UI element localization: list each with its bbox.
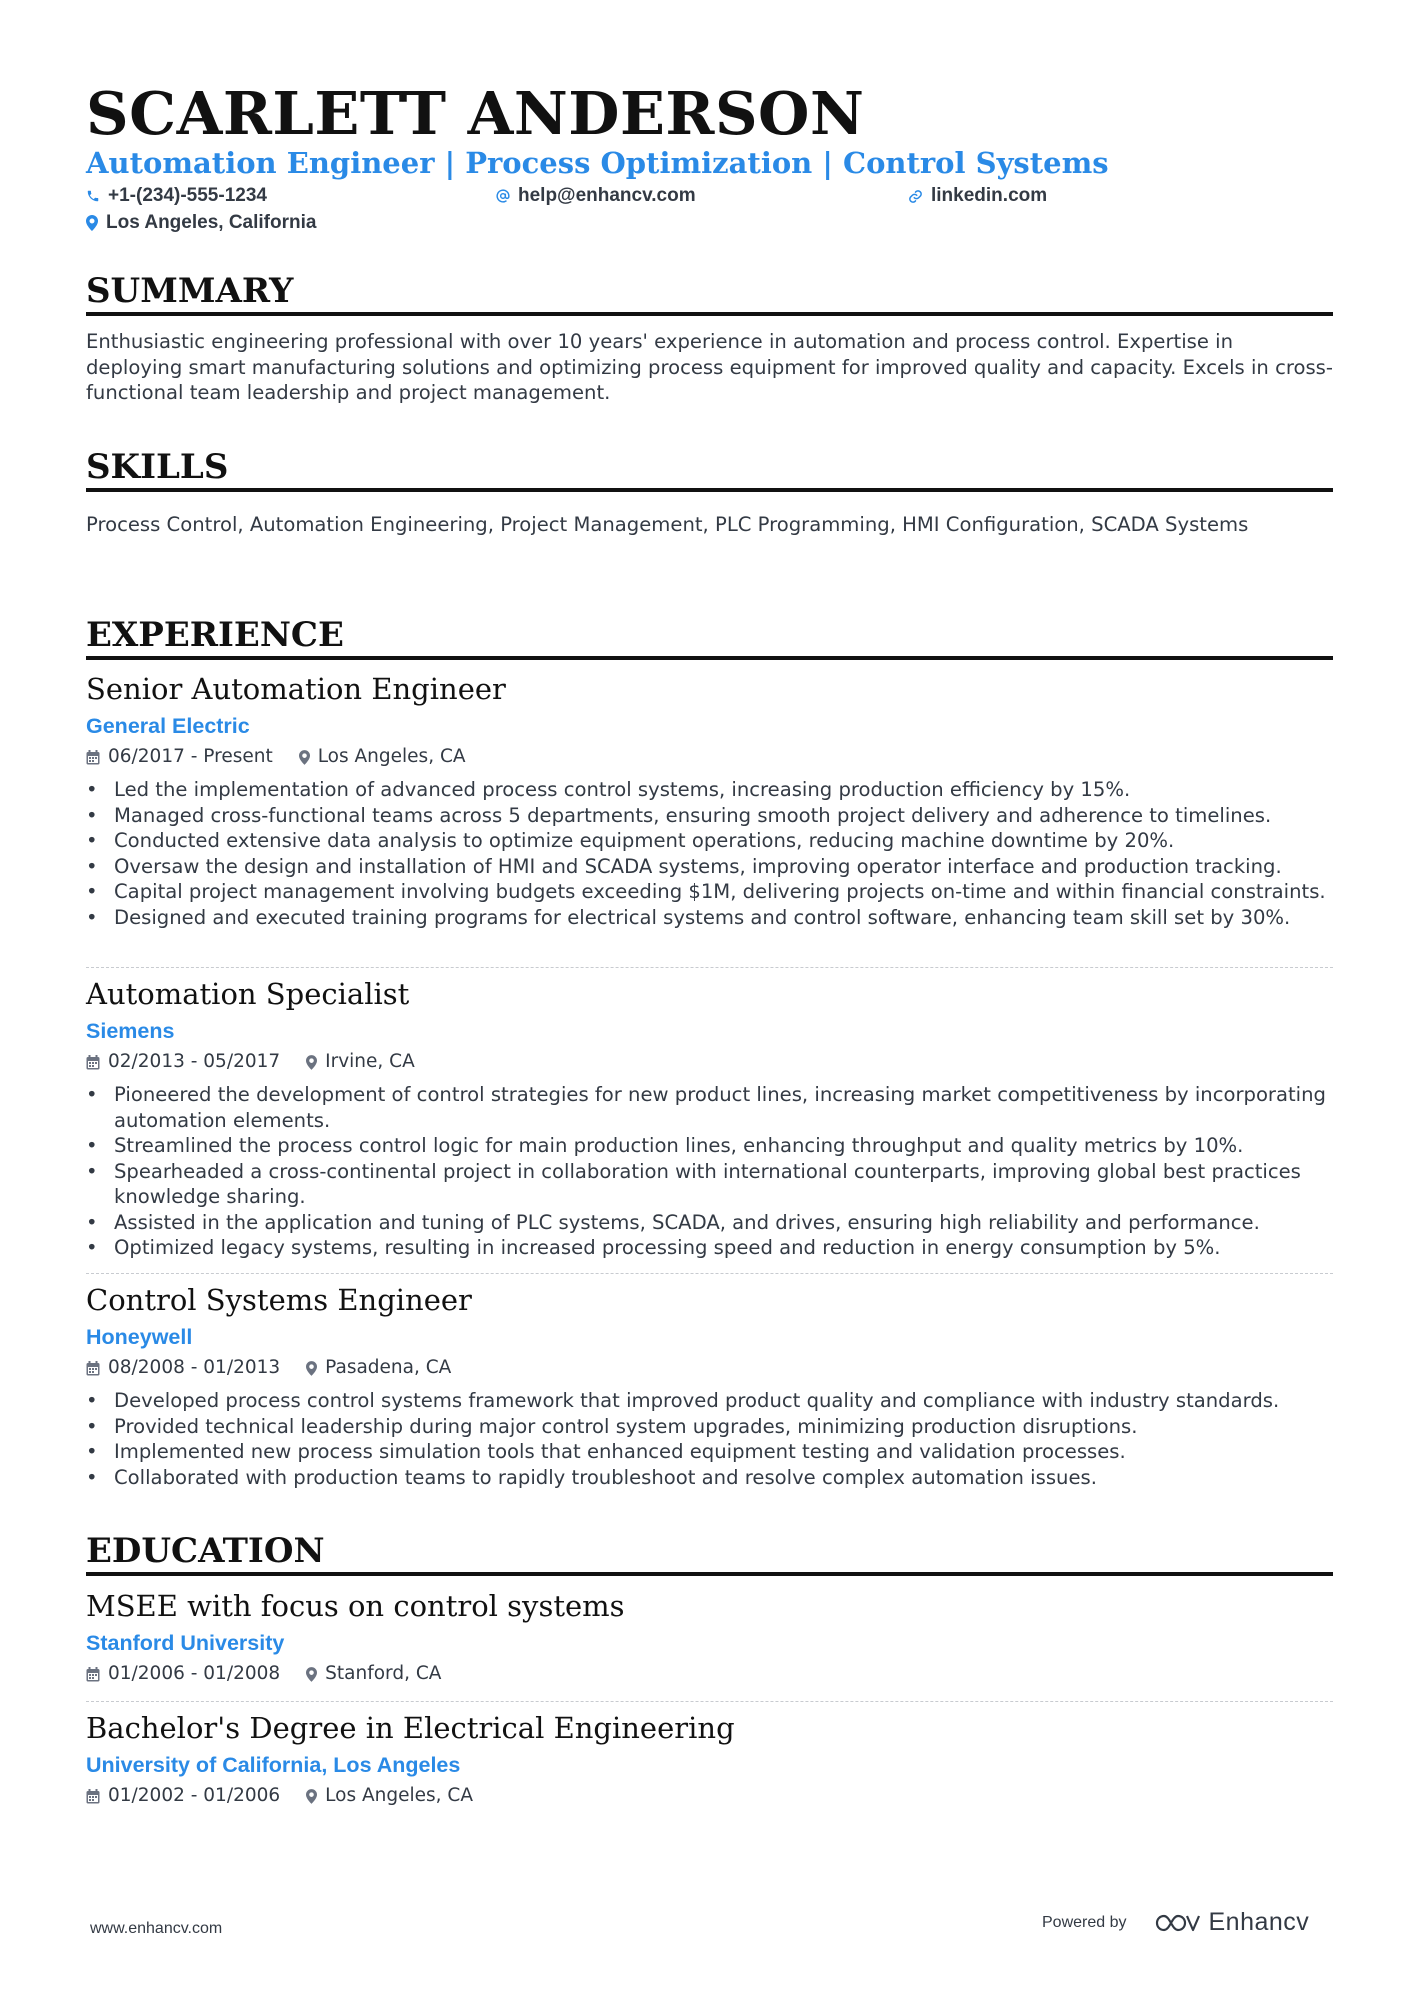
at-icon [496, 189, 510, 203]
location-pin-icon [306, 1667, 317, 1682]
job-dates: 02/2013 - 05/2017 [108, 1051, 281, 1072]
list-item: • Capital project management involving budgets exceeding $1M, delivering projects on-time and within financial constraints. [86, 879, 1333, 905]
calendar-icon [86, 750, 100, 765]
list-item: • Pioneered the development of control strategies for new product lines, increasing market competitiveness by incorporating automation elements. [86, 1082, 1333, 1133]
skills-heading: SKILLS [86, 447, 229, 487]
location-pin-icon [306, 1789, 317, 1804]
list-item: • Assisted in the application and tuning of PLC systems, SCADA, and drives, ensuring high reliability and performance. [86, 1210, 1333, 1236]
job-company: General Electric [86, 714, 250, 738]
location-pin-icon [86, 215, 98, 231]
education-divider [86, 1572, 1333, 1576]
job-dates: 06/2017 - Present [108, 746, 273, 767]
job-meta [86, 1356, 451, 1380]
school-name: Stanford University [86, 1631, 285, 1655]
job-location: Pasadena, CA [325, 1357, 452, 1378]
job-company: Honeywell [86, 1325, 193, 1349]
degree-title: Bachelor's Degree in Electrical Engineering [86, 1711, 735, 1745]
education-location: Stanford, CA [325, 1663, 442, 1684]
summary-divider [86, 312, 1333, 316]
job-separator [86, 967, 1333, 968]
job-bullets [86, 777, 1333, 930]
list-item: • Spearheaded a cross-continental project in collaboration with international counterparts, improving global best practices knowledge sharing. [86, 1159, 1333, 1210]
education-dates: 01/2002 - 01/2006 [108, 1785, 281, 1806]
job-title: Automation Specialist [86, 977, 410, 1011]
contact-email[interactable] [496, 184, 696, 208]
job-bullets [86, 1388, 1333, 1490]
job-title: Senior Automation Engineer [86, 672, 506, 706]
experience-heading: EXPERIENCE [86, 615, 344, 655]
summary-heading: SUMMARY [86, 271, 294, 311]
contact-linkedin[interactable] [908, 184, 1047, 208]
experience-divider [86, 656, 1333, 660]
summary-text: Enthusiastic engineering professional with over 10 years' experience in automation and process control. Expertise in deploying smart manufacturing solutions and optimizing process equipment for improved quality and capacity. Excels in cross-functional team leadership and project management. [86, 330, 1333, 404]
skills-text: Process Control, Automation Engineering, Project Management, PLC Programming, HMI Configuration, SCADA Systems [86, 513, 1249, 536]
list-item: • Designed and executed training programs for electrical systems and control software, enhancing team skill set by 30%. [86, 905, 1333, 931]
job-separator [86, 1273, 1333, 1274]
brand-name: Enhancv [1208, 1908, 1310, 1936]
job-location: Irvine, CA [325, 1051, 415, 1072]
degree-title: MSEE with focus on control systems [86, 1589, 625, 1623]
linkedin-text: linkedin.com [931, 185, 1048, 206]
list-item: • Implemented new process simulation tools that enhanced equipment testing and validation processes. [86, 1439, 1333, 1465]
job-meta [86, 745, 466, 769]
job-location: Los Angeles, CA [317, 746, 466, 767]
footer-powered-by[interactable] [1042, 1908, 1309, 1937]
list-item: • Collaborated with production teams to rapidly troubleshoot and resolve complex automation issues. [86, 1465, 1333, 1491]
phone-text: +1-(234)-555-1234 [108, 185, 267, 206]
calendar-icon [86, 1361, 100, 1376]
education-location: Los Angeles, CA [325, 1785, 473, 1806]
job-title: Control Systems Engineer [86, 1283, 472, 1317]
education-dates: 01/2006 - 01/2008 [108, 1663, 281, 1684]
contact-phone[interactable] [86, 184, 267, 208]
list-item: • Provided technical leadership during major control system upgrades, minimizing production disruptions. [86, 1414, 1333, 1440]
location-pin-icon [306, 1361, 317, 1376]
education-separator [86, 1701, 1333, 1702]
powered-by-label: Powered by [1042, 1913, 1127, 1931]
list-item: • Oversaw the design and installation of HMI and SCADA systems, improving operator interface and production tracking. [86, 854, 1333, 880]
list-item: • Developed process control systems framework that improved product quality and compliance with industry standards. [86, 1388, 1333, 1414]
email-text: help@enhancv.com [518, 185, 696, 206]
footer-website-link[interactable]: www.enhancv.com [90, 1920, 223, 1937]
list-item: • Streamlined the process control logic for main production lines, enhancing throughput and quality metrics by 10%. [86, 1133, 1333, 1159]
location-text: Los Angeles, California [106, 212, 317, 233]
job-meta [86, 1050, 415, 1074]
calendar-icon [86, 1789, 100, 1804]
education-meta [86, 1784, 473, 1808]
enhancv-logo-icon [1153, 1911, 1201, 1935]
list-item: • Conducted extensive data analysis to optimize equipment operations, reducing machine downtime by 20%. [86, 828, 1333, 854]
job-bullets [86, 1082, 1333, 1261]
contact-location [86, 211, 316, 235]
location-pin-icon [306, 1055, 317, 1070]
phone-icon [86, 189, 100, 203]
candidate-name: SCARLETT ANDERSON [86, 79, 865, 148]
link-icon [908, 189, 923, 204]
calendar-icon [86, 1055, 100, 1070]
list-item: • Led the implementation of advanced process control systems, increasing production efficiency by 15%. [86, 777, 1333, 803]
education-heading: EDUCATION [86, 1531, 325, 1571]
candidate-headline: Automation Engineer | Process Optimization | Control Systems [86, 146, 1109, 180]
list-item: • Optimized legacy systems, resulting in increased processing speed and reduction in energy consumption by 5%. [86, 1235, 1333, 1261]
location-pin-icon [299, 750, 310, 765]
job-dates: 08/2008 - 01/2013 [108, 1357, 281, 1378]
job-company: Siemens [86, 1019, 175, 1043]
enhancv-logo [1153, 1908, 1310, 1937]
education-meta [86, 1662, 441, 1686]
skills-divider [86, 488, 1333, 492]
school-name: University of California, Los Angeles [86, 1753, 461, 1777]
list-item: • Managed cross-functional teams across 5 departments, ensuring smooth project delivery and adherence to timelines. [86, 803, 1333, 829]
calendar-icon [86, 1667, 100, 1682]
